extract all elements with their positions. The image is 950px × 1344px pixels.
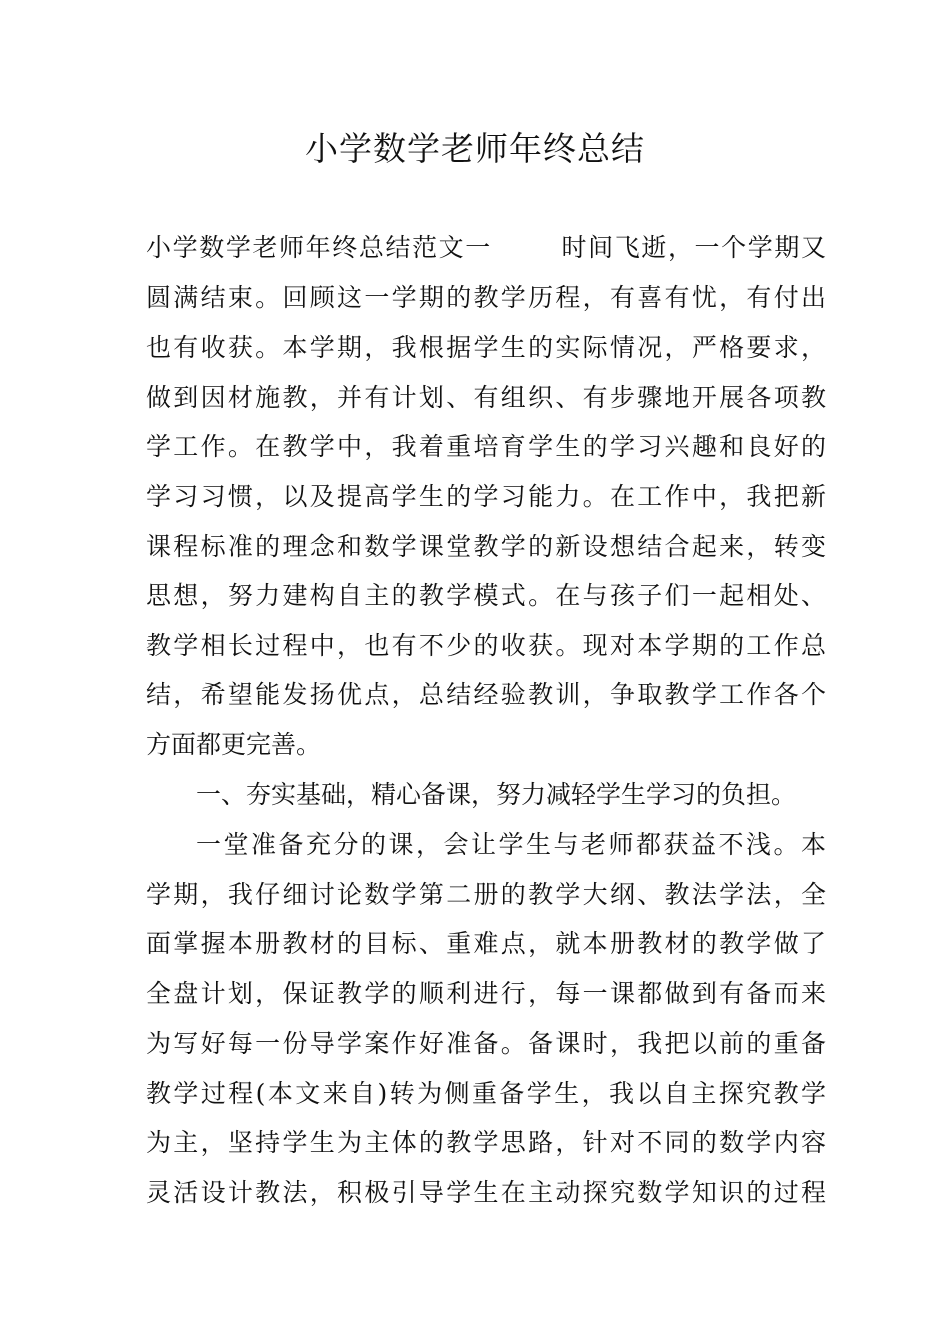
- paragraph-line-3: 也有收获。本学期，我根据学生的实际情况，严格要求，: [146, 333, 826, 362]
- paragraph-line-11: 方面都更完善。: [146, 730, 322, 759]
- paragraph-line-17: 为写好每一份导学案作好准备。备课时，我把以前的重备: [146, 1029, 826, 1058]
- paragraph-line-5: 学工作。在教学中，我着重培育学生的学习兴趣和良好的: [146, 432, 826, 461]
- paragraph-line-10: 结，希望能发扬优点，总结经验教训，争取教学工作各个: [146, 680, 826, 709]
- paragraph-line-7: 课程标准的理念和数学课堂教学的新设想结合起来，转变: [146, 532, 826, 561]
- section-heading-1: 一、夯实基础，精心备课，努力减轻学生学习的负担。: [196, 780, 797, 809]
- paragraph-line-9: 教学相长过程中，也有不少的收获。现对本学期的工作总: [146, 631, 826, 660]
- paragraph-line-13: 一堂准备充分的课，会让学生与老师都获益不浅。本: [196, 830, 826, 859]
- document-title: 小学数学老师年终总结: [305, 129, 645, 168]
- paragraph-line-18: 教学过程(本文来自)转为侧重备学生，我以自主探究教学: [146, 1079, 826, 1108]
- paragraph-line-15: 面掌握本册教材的目标、重难点，就本册教材的教学做了: [146, 929, 826, 958]
- paragraph-line-4: 做到因材施教，并有计划、有组织、有步骤地开展各项教: [146, 383, 826, 412]
- paragraph-line-14: 学期，我仔细讨论数学第二册的教学大纲、教法学法，全: [146, 880, 826, 909]
- paragraph-line-16: 全盘计划，保证教学的顺利进行，每一课都做到有备而来: [146, 979, 826, 1008]
- intro-label: 小学数学老师年终总结范文一: [146, 233, 492, 262]
- paragraph-line-1: [146, 231, 826, 265]
- paragraph-line-20: 灵活设计教法，积极引导学生在主动探究数学知识的过程: [146, 1178, 826, 1207]
- paragraph-line-2: 圆满结束。回顾这一学期的教学历程，有喜有忧，有付出: [146, 283, 826, 312]
- line-text: 时间飞逝，一个学期又: [559, 233, 826, 262]
- paragraph-line-19: 为主，坚持学生为主体的教学思路，针对不同的数学内容: [146, 1128, 826, 1157]
- paragraph-line-8: 思想，努力建构自主的教学模式。在与孩子们一起相处、: [146, 581, 826, 610]
- paragraph-line-6: 学习习惯，以及提高学生的学习能力。在工作中，我把新: [146, 482, 826, 511]
